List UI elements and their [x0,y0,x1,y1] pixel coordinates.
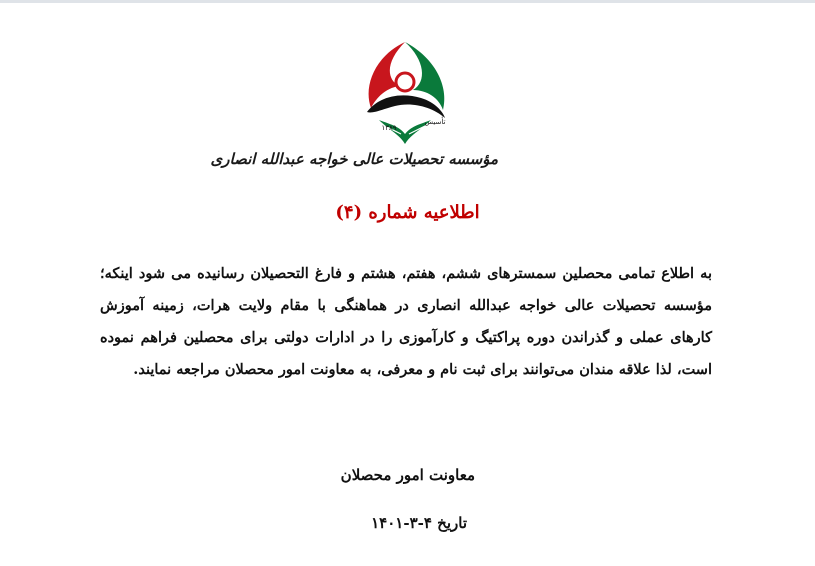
signature: معاونت امور محصلان [340,466,475,484]
notice-date: تاریخ ۴-۳-۱۴۰۱ [371,514,467,532]
notice-title: اطلاعیه شماره (۴) [335,202,480,223]
founded-year: ۱۳۸۹ [381,124,397,132]
notice-body: به اطلاع تمامی محصلین سمسترهای ششم، هفتم، هشتم و فارغ التحصیلان رسانیده می شود اینکه؛ مؤسسه تحصیلات عالی خواجه عبدالله انصاری در هماهنگی با مقام ولایت هرات، زمینه آموزش کارهای عملی و گذراندن دوره پراکتیگ و کارآموزی را در ادارات دولتی برای محصلین فراهم نموده است، لذا علاقه مندان می‌توانند برای ثبت نام و معرفی، به معاونت امور محصلان مراجعه نمایند. [100,265,712,378]
top-border [0,0,815,3]
institute-name: مؤسسه تحصیلات عالی خواجه عبدالله انصاری [210,150,498,168]
founded-label: تأسیس [424,118,446,126]
institute-emblem-icon [355,38,455,150]
